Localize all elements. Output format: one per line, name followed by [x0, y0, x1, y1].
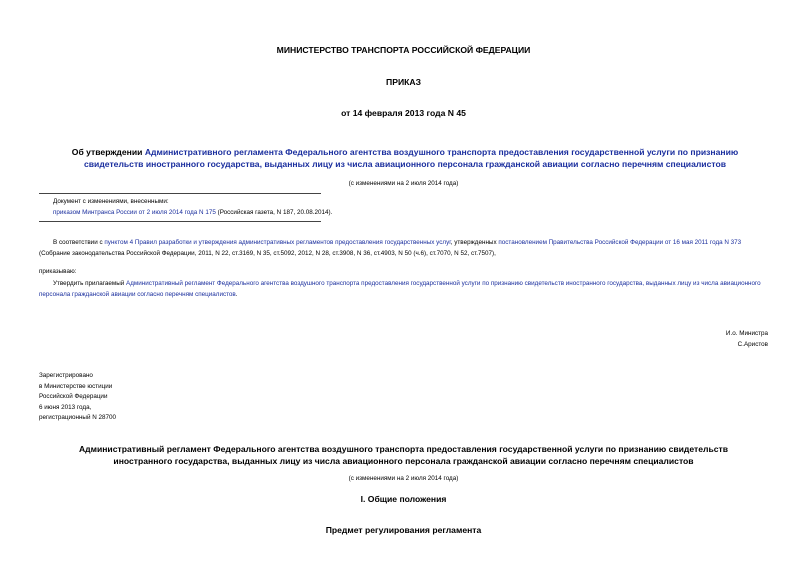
- order-title-prefix: Об утверждении: [71, 147, 145, 157]
- changes-link[interactable]: приказом Минтранса России от 2 июля 2014 года N 175: [53, 209, 216, 216]
- preamble-paragraph: [39, 238, 769, 259]
- changes-bottom-rule: [39, 221, 321, 222]
- changes-top-rule: [39, 193, 321, 194]
- order-word: приказываю:: [39, 268, 77, 275]
- registration-line-4: 6 июня 2013 года,: [39, 403, 92, 411]
- changes-entry: [53, 208, 332, 219]
- changes-label: Документ с изменениями, внесенными:: [53, 198, 169, 205]
- preamble-link-decree[interactable]: постановлением Правительства Российской Федерации от 16 мая 2011 года N 373: [498, 239, 742, 246]
- registration-line-3: Российской Федерации: [39, 393, 108, 400]
- preamble-text-1: В соответствии с: [53, 239, 105, 246]
- amendment-note: (с изменениями на 2 июля 2014 года): [348, 180, 459, 187]
- registration-line-1: Зарегистрировано: [39, 372, 93, 379]
- section-heading: I. Общие положения: [360, 494, 447, 504]
- registration-block: [39, 371, 116, 424]
- changes-suffix: (Российская газета, N 187, 20.08.2014).: [215, 209, 333, 216]
- order-title-link[interactable]: Административного регламента Федерального агентства воздушного транспорта предоставления государственной услуги по признанию свидетельств иностранного государства, выданных лицу из числа авиационного персонала гражданской авиации согласно перечням специалистов: [83, 147, 739, 169]
- signature-name: С.Аристов: [737, 341, 768, 348]
- ministry-heading: МИНИСТЕРСТВО ТРАНСПОРТА РОССИЙСКОЙ ФЕДЕРАЦИИ: [276, 45, 531, 55]
- doc-type-heading: ПРИКАЗ: [386, 77, 421, 87]
- registration-line-2: в Министерстве юстиции: [39, 382, 113, 390]
- regulation-amendment-note: (с изменениями на 2 июля 2014 года): [348, 475, 459, 482]
- preamble-text-3: (Собрание законодательства Российской Федерации, 2011, N 22, ст.3169, N 35, ст.5092, 2012, N 28, ст.3908, N 36, ст.4903, N 50 (ч.6), ст.7070, N 52, ст.7507),: [39, 249, 496, 257]
- preamble-text-2: , утвержденных: [450, 239, 499, 246]
- approve-link[interactable]: Административный регламент Федерального агентства воздушного транспорта предоставления государственной услуги по признанию свидетельств иностранного государства, выданных лицу из числа авиационного персонала гражданской авиации согласно перечням специалистов: [39, 280, 761, 298]
- date-number-heading: от 14 февраля 2013 года N 45: [341, 108, 466, 118]
- signature-position: И.о. Министра: [725, 330, 768, 337]
- approve-paragraph: [39, 279, 769, 300]
- registration-line-5: регистрационный N 28700: [39, 414, 117, 421]
- subsection-heading: Предмет регулирования регламента: [325, 525, 482, 535]
- order-title: [60, 146, 750, 170]
- preamble-link-rules[interactable]: пунктом 4 Правил разработки и утверждения административных регламентов предоставления государственных услуг: [104, 239, 451, 246]
- regulation-title: Административный регламент Федерального агентства воздушного транспорта предоставления государственной услуги по признанию свидетельств иностранного государства, выданных лицу из числа авиационного персонала гражданской авиации согласно перечням специалистов: [78, 444, 729, 466]
- approve-text-2: .: [235, 290, 238, 298]
- approve-text-1: Утвердить прилагаемый: [53, 280, 127, 287]
